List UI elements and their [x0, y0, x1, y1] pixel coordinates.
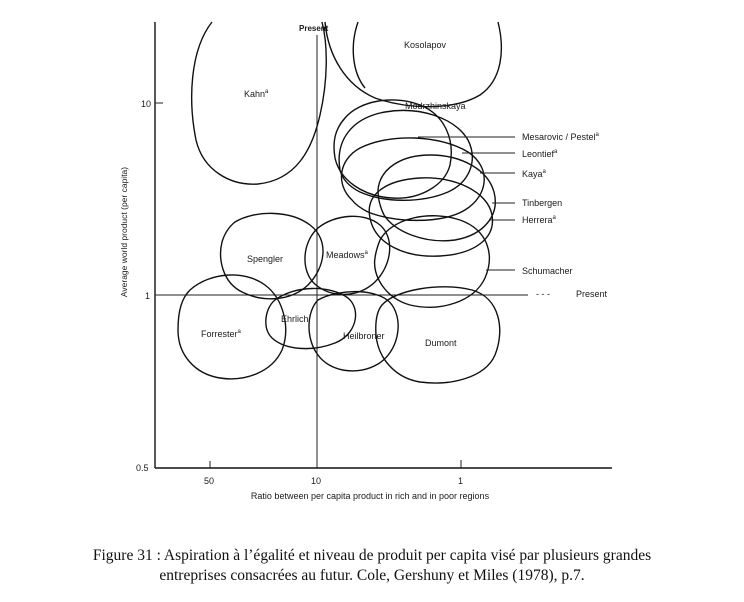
blob-dumont — [376, 287, 500, 383]
caption-line-2: entreprises consacrées au futur. Cole, Gershuny et Miles (1978), p.7. — [159, 567, 585, 584]
label-schumacher: Schumacher — [522, 266, 573, 276]
figure-caption — [0, 546, 744, 586]
blob-forrester — [178, 275, 286, 379]
y-tick-label-0-5: 0.5 — [136, 463, 149, 473]
x-axis-title: Ratio between per capita product in rich and in poor regions — [250, 491, 490, 501]
label-mesarovic-pestel: Mesarovic / Pestel$^a$ — [522, 132, 599, 142]
label-modrzhinskaya: Modrzhinskaya — [405, 101, 466, 111]
y-axis-title: Average world product (per capita) — [119, 166, 129, 298]
blob-kosolapov — [325, 22, 501, 107]
label-forrester: Forrester$^a$ — [201, 329, 241, 339]
present-label-top: Present — [299, 24, 329, 33]
blob-schumacher — [375, 216, 490, 307]
x-tick-label-50: 50 — [204, 476, 215, 486]
label-leontief: Leontief$^a$ — [522, 149, 558, 159]
label-tinbergen: Tinbergen — [522, 198, 563, 208]
present-dashes: - - - — [536, 289, 550, 299]
blob-modrzhinskaya — [353, 22, 365, 88]
blob-leontief — [339, 110, 472, 200]
label-ehrlich: Ehrlich — [281, 314, 309, 324]
x-tick-label-10: 10 — [311, 476, 322, 486]
leader-lines — [418, 137, 515, 270]
label-meadows: Meadows$^a$ — [326, 250, 368, 260]
label-herrera: Herrera$^a$ — [522, 215, 556, 225]
x-tick-label-1: 1 — [458, 476, 464, 486]
label-kaya: Kaya$^a$ — [522, 169, 546, 179]
y-tick-label-1: 1 — [145, 291, 151, 301]
label-heilbroner: Heilbroner — [343, 331, 385, 341]
label-spengler: Spengler — [247, 254, 284, 264]
present-label-right: Present — [576, 289, 608, 299]
y-tick-label-10: 10 — [141, 99, 152, 109]
label-kahn: Kahn$^a$ — [244, 89, 269, 99]
blob-kahn — [192, 22, 327, 184]
axes — [155, 22, 612, 468]
label-dumont: Dumont — [425, 338, 457, 348]
caption-line-1: Figure 31 : Aspiration à l’égalité et niveau de produit per capita visé par plusieurs grandes — [92, 547, 652, 564]
label-kosolapov: Kosolapov — [404, 40, 447, 50]
